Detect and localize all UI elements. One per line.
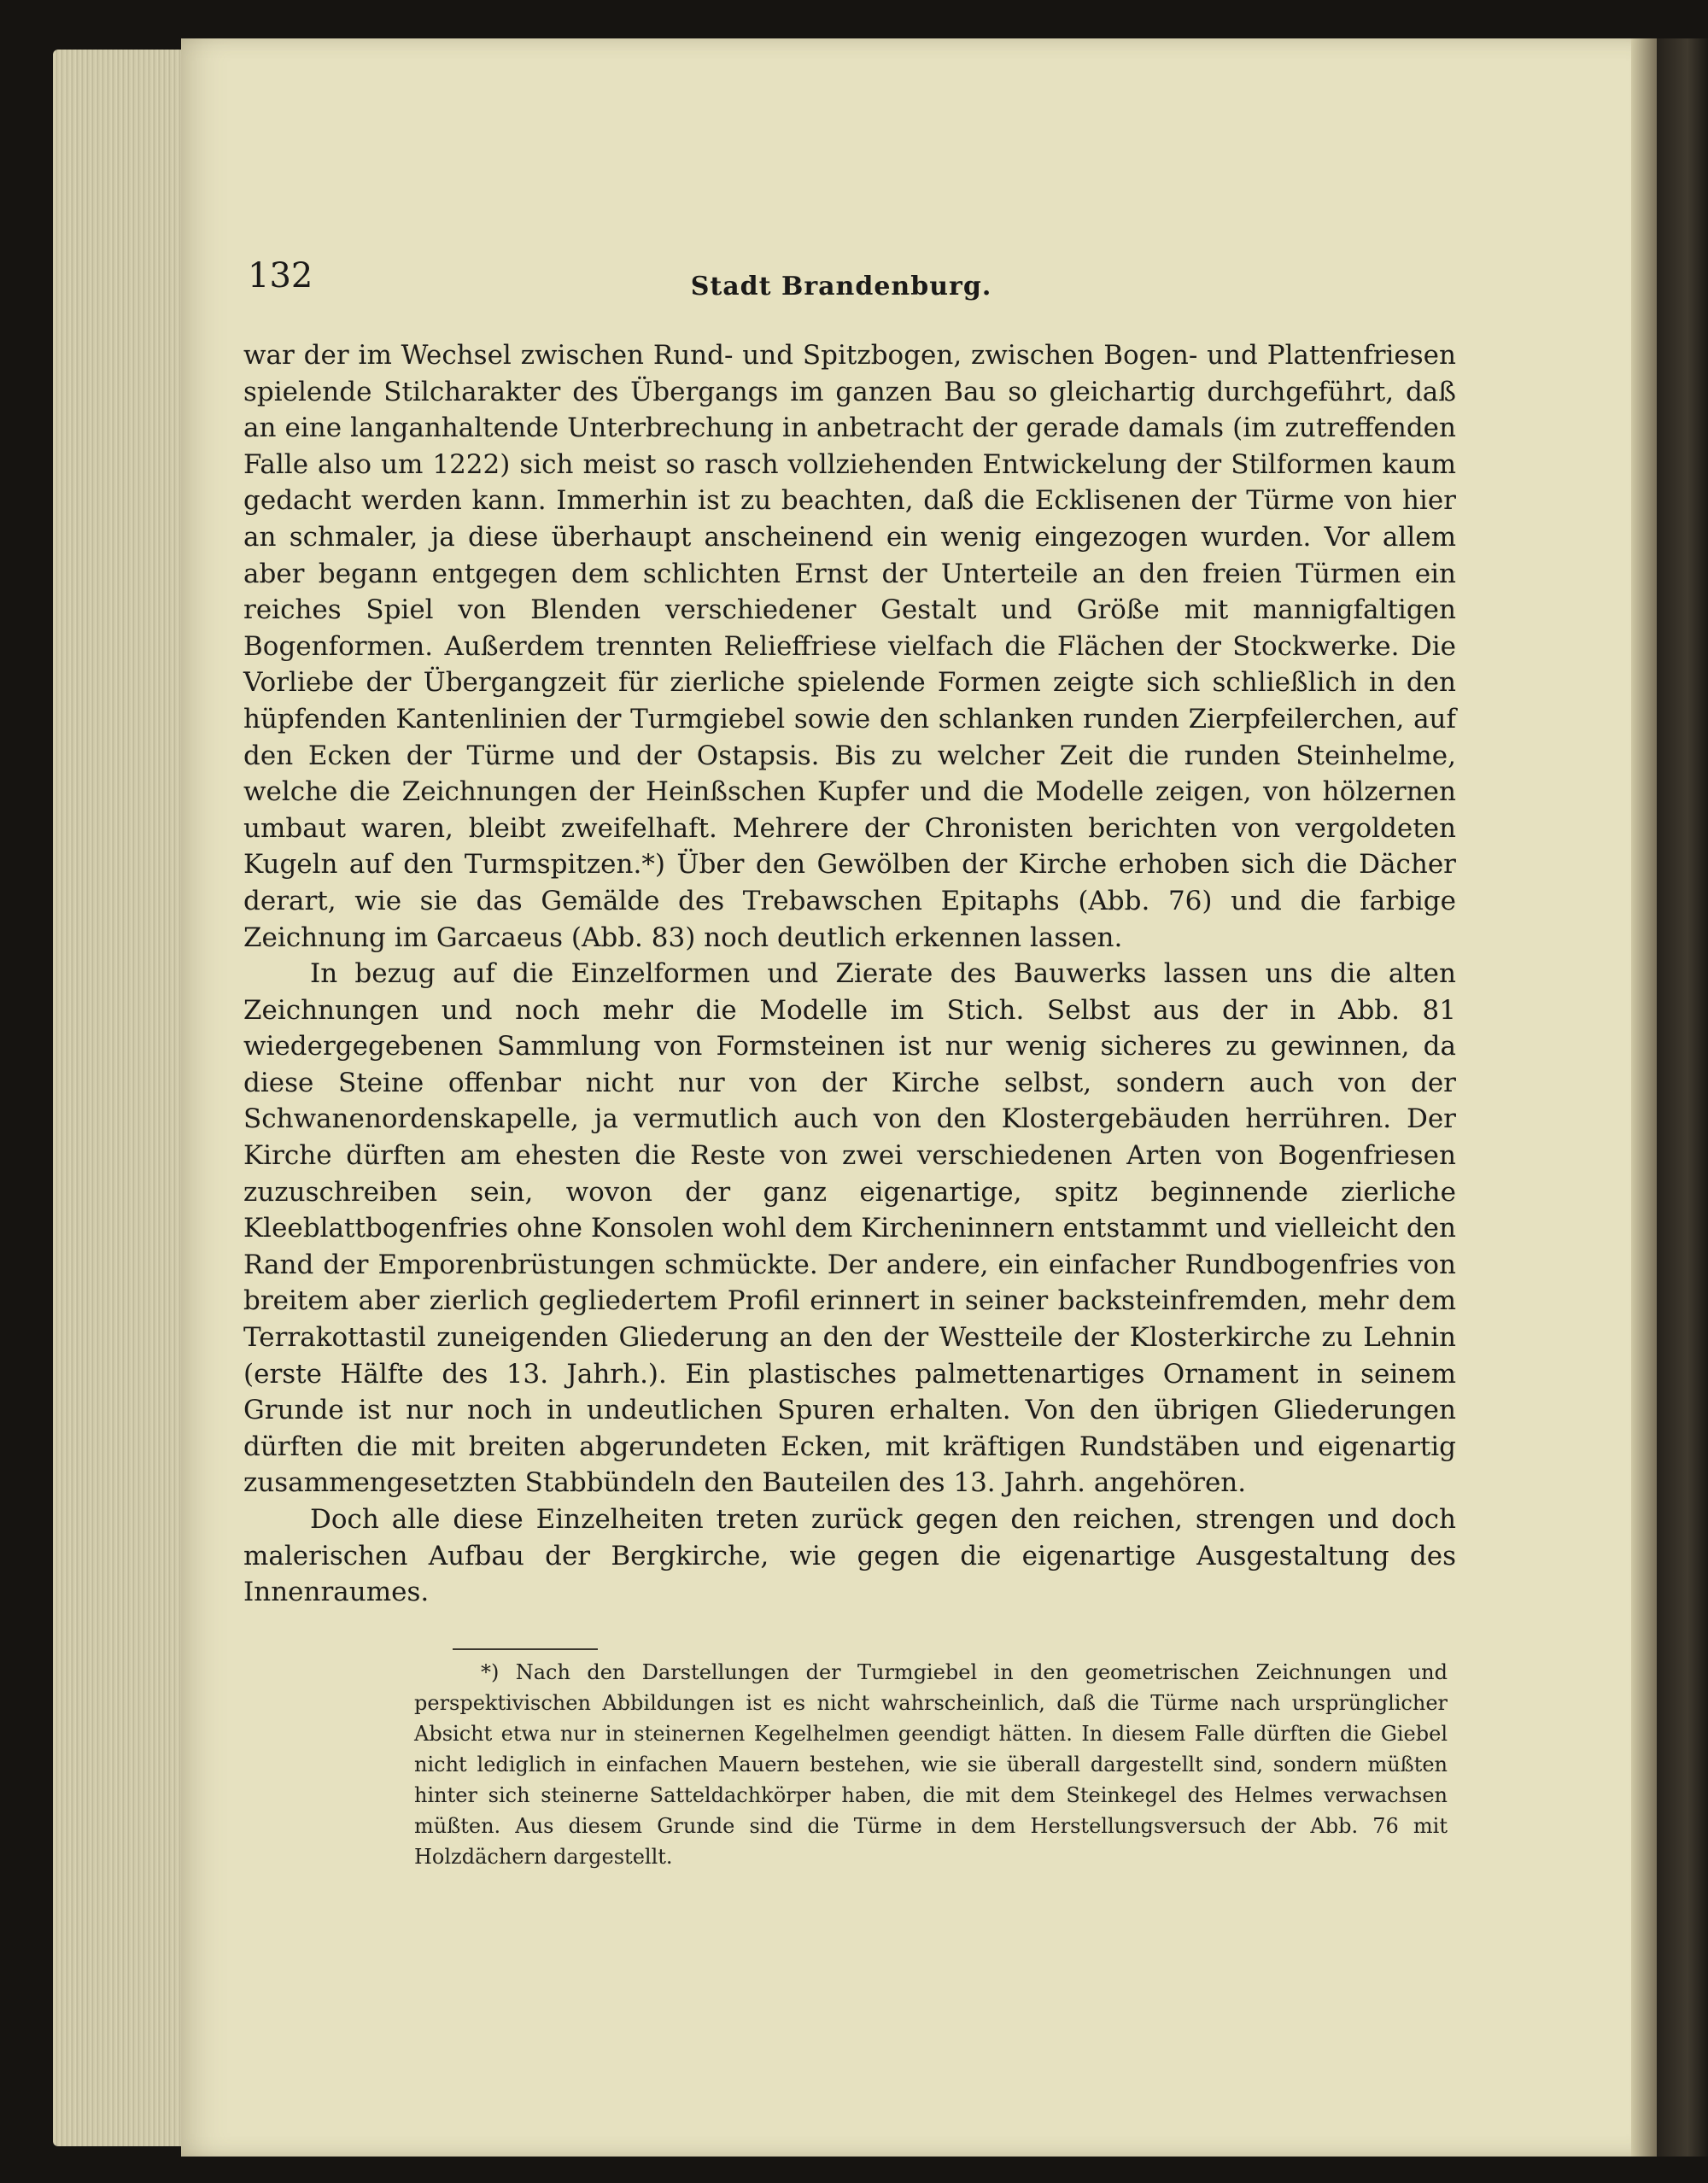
paragraph: In bezug auf die Einzelformen und Zierate des Bauwerks lassen uns die alten Zeichnungen und noch mehr die Modelle im Stich. Selbst aus der in Abb. 81 wiedergegebenen Sammlung von Formsteinen ist nur wenig sicheres zu gewinnen, da diese Steine offenbar nicht nur von der Kirche selbst, sondern auch von der Schwanenordenskapelle, ja vermutlich auch von den Klostergebäuden herrühren. Der Kirche dürften am ehesten die Reste von zwei verschiedenen Arten von Bogenfriesen zuzuschreiben sein, wovon der ganz eigenartige, spitz beginnende zierliche Kleeblattbogenfries ohne Konsolen wohl dem Kircheninnern entstammt und vielleicht den Rand der Emporenbrüstungen schmückte. Der andere, ein einfacher Rundbogenfries von breitem aber zierlich gegliedertem Profil erinnert in seiner backsteinfremden, mehr dem Terrakottastil zuneigenden Gliederung an den der Westteile der Klosterkirche zu Lehnin (erste Hälfte des 13. Jahrh.). Ein plastisches palmettenartiges Ornament in seinem Grunde ist nur noch in undeutlichen Spuren erhalten. Von den übrigen Gliederungen dürften die mit breiten abgerundeten Ecken, mit kräftigen Rundstäben und eigenartig zusammengesetzten Stabbündeln den Bauteilen des 13. Jahrh. angehören. <box>243 958 1456 1499</box>
facing-page-edge <box>1657 38 1708 2157</box>
page-gutter <box>1631 38 1657 2157</box>
running-head: Stadt Brandenburg. <box>690 272 992 301</box>
page-edges <box>53 50 181 2146</box>
paragraph: Doch alle diese Einzelheiten treten zurück gegen den reichen, strengen und doch malerischen Aufbau der Bergkirche, wie gegen die eigenartige Ausgestaltung des Innenraumes. <box>243 1504 1456 1608</box>
footnote-separator <box>453 1648 598 1650</box>
page-header <box>248 256 1435 307</box>
paragraph: war der im Wechsel zwischen Rund- und Spitzbogen, zwischen Bogen- und Plattenfriesen spielende Stilcharakter des Übergangs im ganzen Bau so gleichartig durchgeführt, daß an eine langanhaltende Unterbrechung in anbetracht der gerade damals (im zutreffenden Falle also um 1222) sich meist so rasch vollziehenden Entwickelung der Stilformen kaum gedacht werden kann. Immerhin ist zu beachten, daß die Ecklisenen der Türme von hier an schmaler, ja diese überhaupt anscheinend ein wenig eingezogen wurden. Vor allem aber begann entgegen dem schlichten Ernst der Unterteile an den freien Türmen ein reiches Spiel von Blenden verschiedener Gestalt und Größe mit mannigfaltigen Bogenformen. Außerdem trennten Relieffriese vielfach die Flächen der Stockwerke. Die Vorliebe der Übergangzeit für zierliche spielende Formen zeigte sich schließlich in den hüpfenden Kantenlinien der Turmgiebel sowie den schlanken runden Zierpfeilerchen, auf den Ecken der Türme und der Ostapsis. Bis zu welcher Zeit die runden Steinhelme, welche die Zeichnungen der Heinßschen Kupfer und die Modelle zeigen, von hölzernen umbaut waren, bleibt zweifelhaft. Mehrere der Chronisten berichten von vergoldeten Kugeln auf den Turmspitzen.*) Über den Gewölben der Kirche erhoben sich die Dächer derart, wie sie das Gemälde des Trebawschen Epitaphs (Abb. 76) und die farbige Zeichnung im Garcaeus (Abb. 83) noch deutlich erkennen lassen. <box>243 340 1456 953</box>
page-number: 132 <box>248 256 313 296</box>
footnote: *) Nach den Darstellungen der Turmgiebel in den geometrischen Zeichnungen und perspektivischen Abbildungen ist es nicht wahrscheinlich, daß die Türme nach ursprünglicher Absicht etwa nur in steinernen Kegelhelmen geendigt hätten. In diesem Falle dürften die Giebel nicht lediglich in einfachen Mauern bestehen, wie sie überall dargestellt sind, sondern müßten hinter sich steinerne Satteldachkörper haben, die mit dem Steinkegel des Helmes verwachsen müßten. Aus diesem Grunde sind die Türme in dem Herstellungsversuch der Abb. 76 mit Holzdächern dargestellt. <box>414 1660 1448 1869</box>
body-text <box>243 337 1456 1611</box>
